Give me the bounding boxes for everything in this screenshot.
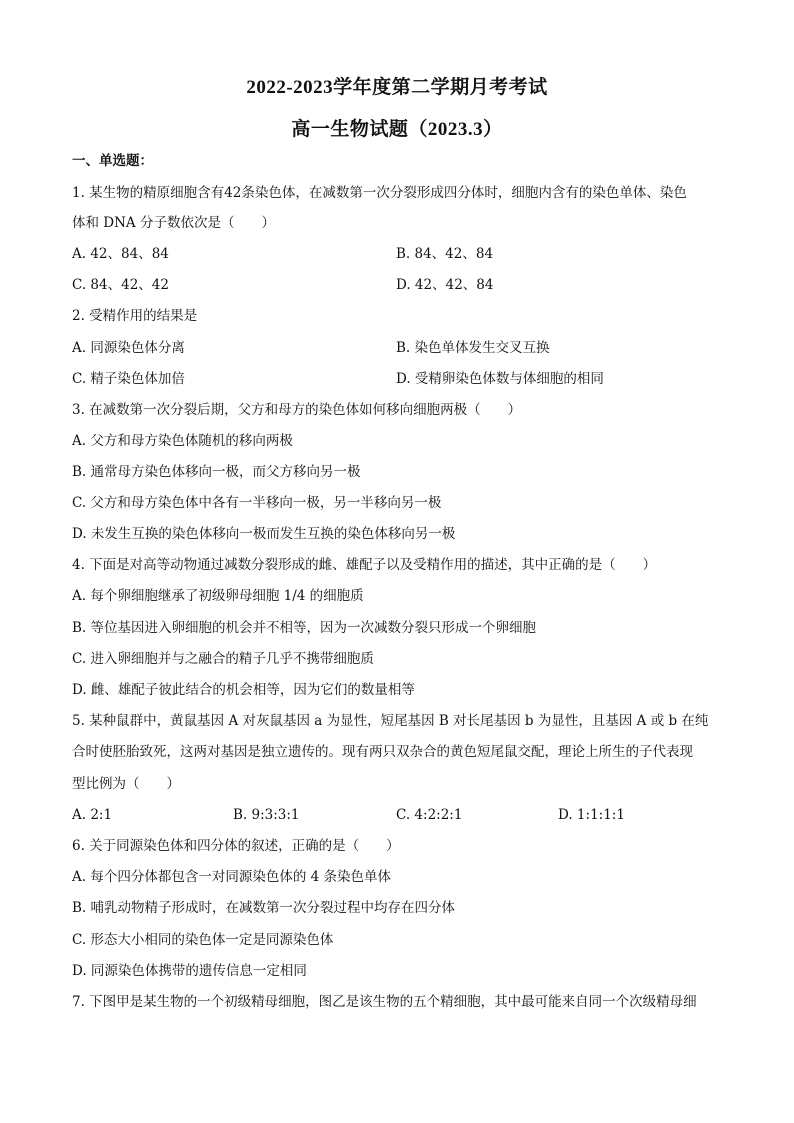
question-3-line-1: 3. 在减数第一次分裂后期，父方和母方的染色体如何移向细胞两极（ ）	[72, 402, 522, 418]
question-5-line-2: 合时使胚胎致死，这两对基因是独立遗传的。现有两只双杂合的黄色短尾鼠交配，理论上所生的子代表现	[72, 744, 693, 760]
question-3-option-a: A. 父方和母方染色体随机的移向两极	[72, 433, 293, 449]
question-6-option-d: D. 同源染色体携带的遗传信息一定相同	[72, 963, 307, 979]
question-1-option-d: D. 42、42、84	[396, 277, 494, 293]
question-4-option-a: A. 每个卵细胞继承了初级卵母细胞 1/4 的细胞质	[72, 588, 364, 604]
question-5-option-c: C. 4:2:2:1	[396, 807, 463, 823]
question-5-line-1: 5. 某种鼠群中，黄鼠基因 A 对灰鼠基因 a 为显性，短尾基因 B 对长尾基因 b 为显性，且基因 A 或 b 在纯	[72, 713, 709, 729]
question-5-option-b: B. 9:3:3:1	[233, 807, 300, 823]
question-2-option-a: A. 同源染色体分离	[72, 340, 185, 356]
exam-title: 2022-2023学年度第二学期月考考试	[246, 77, 548, 98]
question-1-option-a: A. 42、84、84	[72, 246, 169, 262]
question-5-option-a: A. 2:1	[72, 807, 113, 823]
question-6-option-a: A. 每个四分体都包含一对同源染色体的 4 条染色单体	[72, 869, 392, 885]
question-1-option-c: C. 84、42、42	[72, 277, 169, 293]
question-3-option-c: C. 父方和母方染色体中各有一半移向一极，另一半移向另一极	[72, 495, 442, 511]
question-2-option-b: B. 染色单体发生交叉互换	[396, 340, 550, 356]
question-6-line-1: 6. 关于同源染色体和四分体的叙述，正确的是（ ）	[72, 838, 400, 854]
question-3-option-d: D. 未发生互换的染色体移向一极而发生互换的染色体移向另一极	[72, 526, 456, 542]
question-4-line-1: 4. 下面是对高等动物通过减数分裂形成的雌、雄配子以及受精作用的描述，其中正确的是（ ）	[72, 557, 657, 573]
exam-subtitle: 高一生物试题（2023.3）	[291, 119, 503, 140]
question-6-option-c: C. 形态大小相同的染色体一定是同源染色体	[72, 932, 334, 948]
question-3-option-b: B. 通常母方染色体移向一极，而父方移向另一极	[72, 464, 361, 480]
section-heading: 一、单选题：	[72, 153, 153, 169]
question-1-line-2: 体和 DNA 分子数依次是（ ）	[72, 215, 275, 231]
question-1-line-1: 1. 某生物的精原细胞含有42条染色体，在减数第一次分裂形成四分体时，细胞内含有的染色单体、染色	[72, 185, 687, 201]
question-4-option-d: D. 雌、雄配子彼此结合的机会相等，因为它们的数量相等	[72, 682, 415, 698]
question-7-line-1: 7. 下图甲是某生物的一个初级精母细胞，图乙是该生物的五个精细胞，其中最可能来自同一个次级精母细	[72, 994, 697, 1010]
question-6-option-b: B. 哺乳动物精子形成时，在减数第一次分裂过程中均存在四分体	[72, 900, 456, 916]
question-2-option-d: D. 受精卵染色体数与体细胞的相同	[396, 371, 604, 387]
question-2-option-c: C. 精子染色体加倍	[72, 371, 185, 387]
question-2-line-1: 2. 受精作用的结果是	[72, 308, 198, 324]
question-5-option-d: D. 1:1:1:1	[558, 807, 625, 823]
question-5-line-3: 型比例为（ ）	[72, 776, 180, 792]
question-1-option-b: B. 84、42、84	[396, 246, 494, 262]
question-4-option-c: C. 进入卵细胞并与之融合的精子几乎不携带细胞质	[72, 651, 374, 667]
question-4-option-b: B. 等位基因进入卵细胞的机会并不相等，因为一次减数分裂只形成一个卵细胞	[72, 620, 537, 636]
